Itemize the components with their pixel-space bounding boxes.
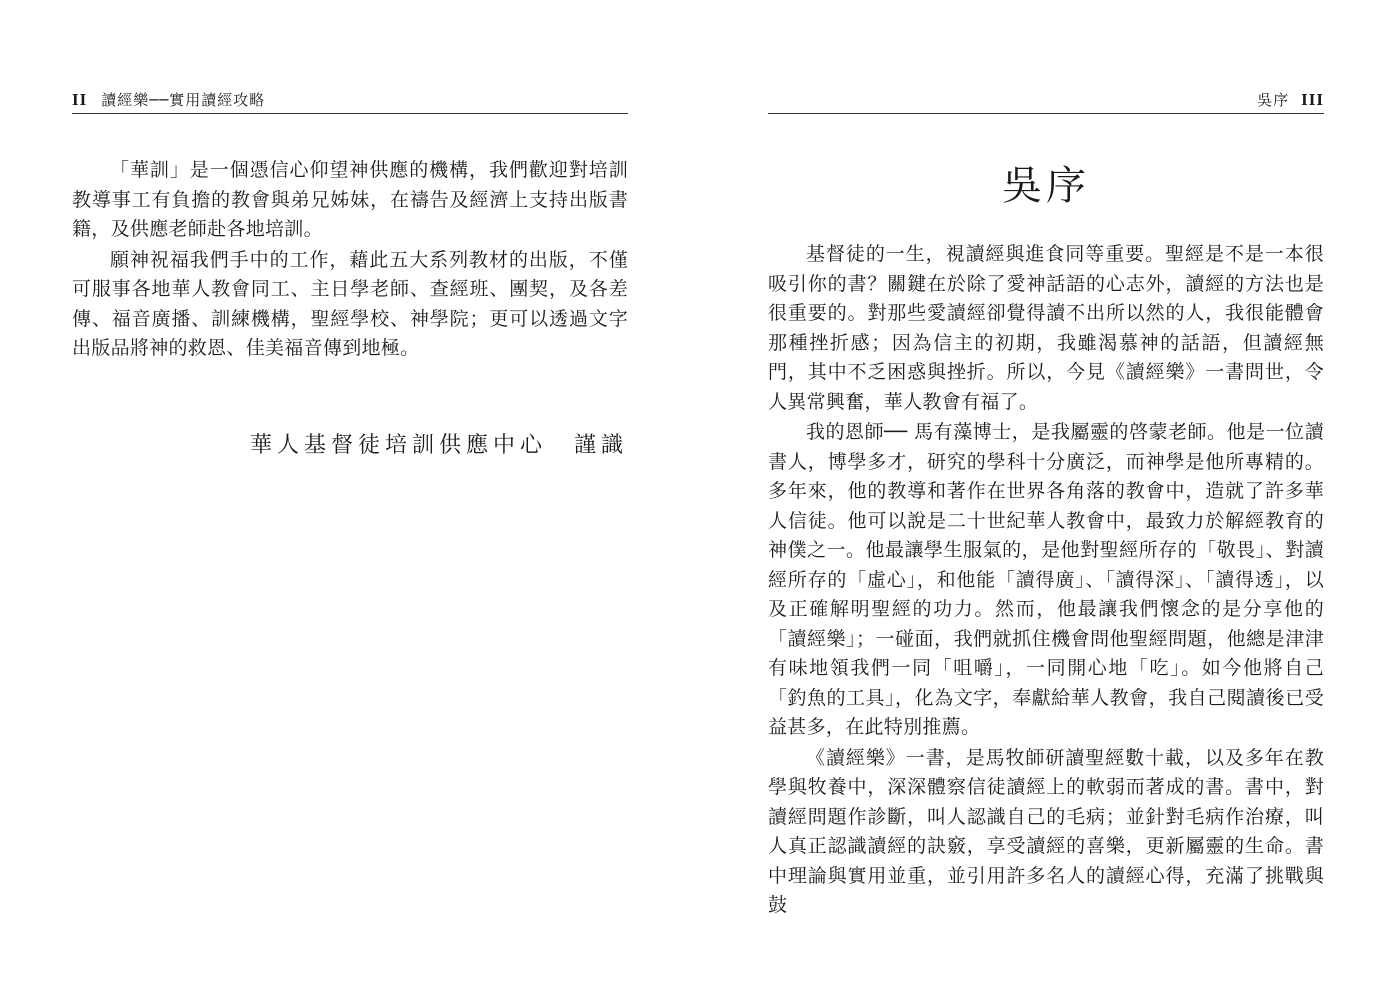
signature: 華人基督徒培訓供應中心 謹識 (249, 433, 628, 458)
running-head-right (768, 88, 1324, 112)
paragraph: 《讀經樂》一書，是馬牧師研讀聖經數十載，以及多年在教學與牧養中，深深體察信徒讀經上的軟弱而著成的書。書中，對讀經問題作診斷，叫人認識自己的毛病；並針對毛病作治療，叫人真正認識讀經的訣竅，享受讀經的喜樂，更新屬靈的生命。書中理論與實用並重，並引用許多名人的讀經心得，充滿了挑戰與鼓 (768, 746, 1324, 916)
paragraph: 「華訓」是一個憑信心仰望神供應的機構，我們歡迎對培訓教導事工有負擔的教會與弟兄姊妹，在禱告及經濟上支持出版書籍，及供應老師赴各地培訓。 (72, 159, 628, 240)
body-text (72, 156, 628, 365)
header-rule (72, 113, 628, 114)
header-rule (768, 113, 1324, 114)
running-title: 讀經樂──實用讀經攻略 (101, 91, 266, 109)
paragraph: 願神祝福我們手中的工作，藉此五大系列教材的出版，不僅可服事各地華人教會同工、主日學老師、查經班、團契，及各差傳、福音廣播、訓練機構，聖經學校、神學院；更可以透過文字出版品將神的救恩、佳美福音傳到地極。 (72, 248, 628, 359)
paragraph: 基督徒的一生，視讀經與進食同等重要。聖經是不是一本很吸引你的書？關鍵在於除了愛神話語的心志外，讀經的方法也是很重要的。對那些愛讀經卻覺得讀不出所以然的人，我很能體會那種挫折感；因為信主的初期，我雖渴慕神的話語，但讀經無門，其中不乏困惑與挫折。所以，今見《讀經樂》一書問世，令人異常興奮，華人教會有福了。 (768, 243, 1324, 413)
chapter-title: 吳序 (1002, 163, 1090, 209)
right-page (768, 0, 1324, 989)
paragraph: 我的恩師── 馬有藻博士，是我屬靈的啓蒙老師。他是一位讀書人，博學多才，研究的學科十分廣泛，而神學是他所專精的。多年來，他的教導和著作在世界各角落的教會中，造就了許多華人信徒。他可以說是二十世紀華人教會中，最致力於解經教育的神僕之一。他最讓學生服氣的，是他對聖經所存的「敬畏」、對讀經所存的「虛心」，和他能「讀得廣」、「讀得深」、「讀得透」，以及正確解明聖經的功力。然而，他最讓我們懷念的是分享他的「讀經樂」；一碰面，我們就抓住機會問他聖經問題，他總是津津有味地領我們一同「咀嚼」，一同開心地「吃」。如今他將自己「釣魚的工具」，化為文字，奉獻給華人教會，我自己閱讀後已受益甚多，在此特別推薦。 (768, 421, 1324, 738)
page-number: III (1301, 90, 1324, 109)
left-page (72, 0, 628, 989)
running-head-left (72, 88, 628, 112)
body-text (768, 240, 1324, 922)
page-number: II (72, 90, 88, 109)
running-title: 吳序 (1257, 91, 1290, 109)
